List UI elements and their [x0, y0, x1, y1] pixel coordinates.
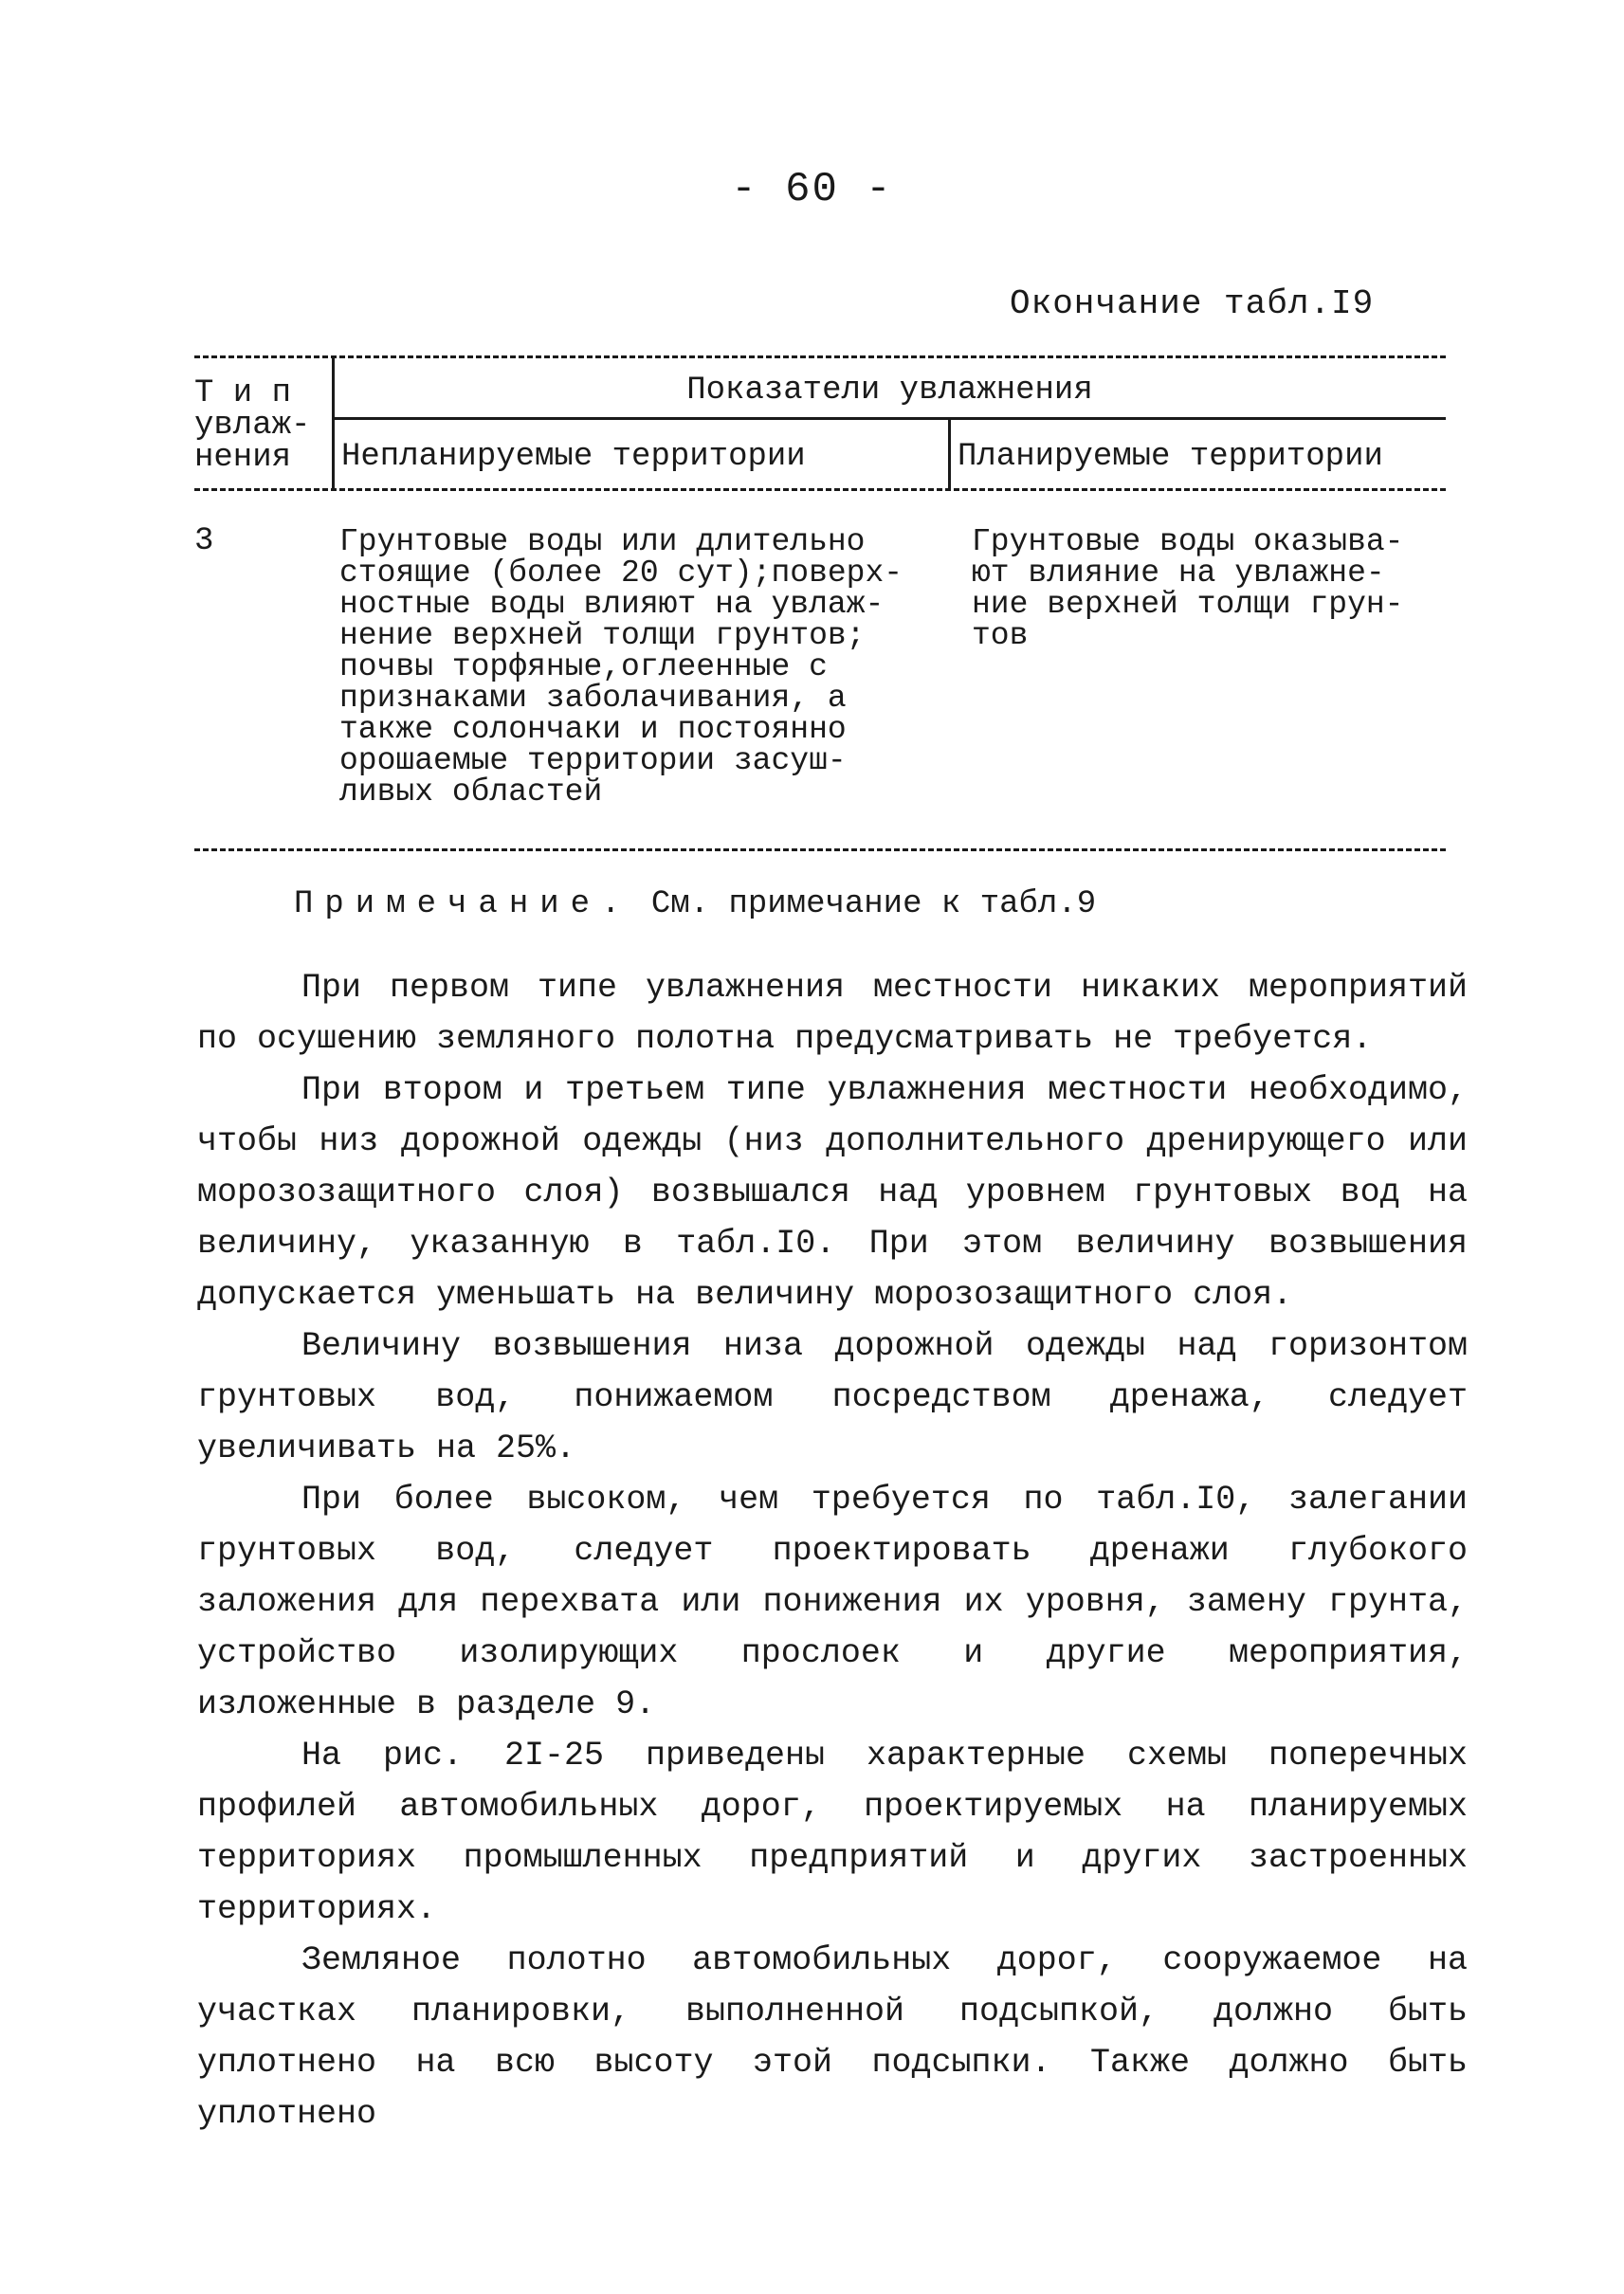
header-bottom-border — [194, 488, 1446, 491]
paragraph: Величину возвышения низа дорожной одежды над горизонтом грунтовых вод, понижаемом посредством дренажа, следует увеличивать на 25%. — [197, 1327, 1468, 1467]
table-bottom-border — [194, 848, 1446, 851]
note-label: Примечание. — [294, 886, 632, 922]
subheader-column-divider — [948, 419, 951, 490]
page-number: - 60 - — [731, 166, 893, 213]
paragraph: Земляное полотно автомобильных дорог, сооружаемое на участках планировки, выполненной подсыпкой, должно быть уплотнено на всю высоту этой подсыпки. Также должно быть уплотнено — [197, 1941, 1468, 2133]
header-planned: Планируемые территории — [958, 439, 1383, 475]
table-top-border — [194, 355, 1446, 358]
header-unplanned: Непланируемые территории — [341, 439, 806, 475]
row-type-value: 3 — [194, 523, 214, 559]
body-text — [197, 962, 1468, 2139]
paragraph: При втором и третьем типе увлажнения местности необходимо, чтобы низ дорожной одежды (низ дополнительного дренирующего или морозозащитного слоя) возвышался над уровнем грунтовых вод на величину, указанную в табл.I0. При этом величину возвышения допускается уменьшать на величину морозозащитного слоя. — [197, 1071, 1468, 1314]
row-unplanned-text: Грунтовые воды или длительно стоящие (более 20 сут);поверх- ностные воды влияют на увлаж- нение верхней толщи грунтов; почвы торфяные,оглеенные с признаками заболачивания, а также солончаки и постоянно орошаемые территории засуш- ливых областей — [339, 524, 903, 810]
paragraph: На рис. 2I-25 приведены характерные схемы поперечных профилей автомобильных дорог, проектируемых на планируемых территориях промышленных предприятий и других застроенных территориях. — [197, 1737, 1468, 1928]
table-note — [294, 886, 1096, 922]
header-group-title: Показатели увлажнения — [686, 373, 1093, 409]
note-text: См. примечание к табл.9 — [631, 886, 1097, 922]
group-header-underline — [334, 417, 1446, 420]
paragraph: При более высоком, чем требуется по табл.I0, залегании грунтовых вод, следует проектировать дренажи глубокого заложения для перехвата или понижения их уровня, замену грунта, устройство изолирующих прослоек и другие мероприятия, изложенные в разделе 9. — [197, 1481, 1468, 1723]
paragraph: При первом типе увлажнения местности никаких мероприятий по осушению земляного полотна предусматривать не требуется. — [197, 969, 1468, 1058]
table-caption: Окончание табл.I9 — [1010, 284, 1375, 323]
header-type-col: Т и п увлаж- нения — [194, 375, 311, 476]
row-planned-text: Грунтовые воды оказыва- ют влияние на увлажне- ние верхней толщи грун- тов — [972, 524, 1404, 653]
